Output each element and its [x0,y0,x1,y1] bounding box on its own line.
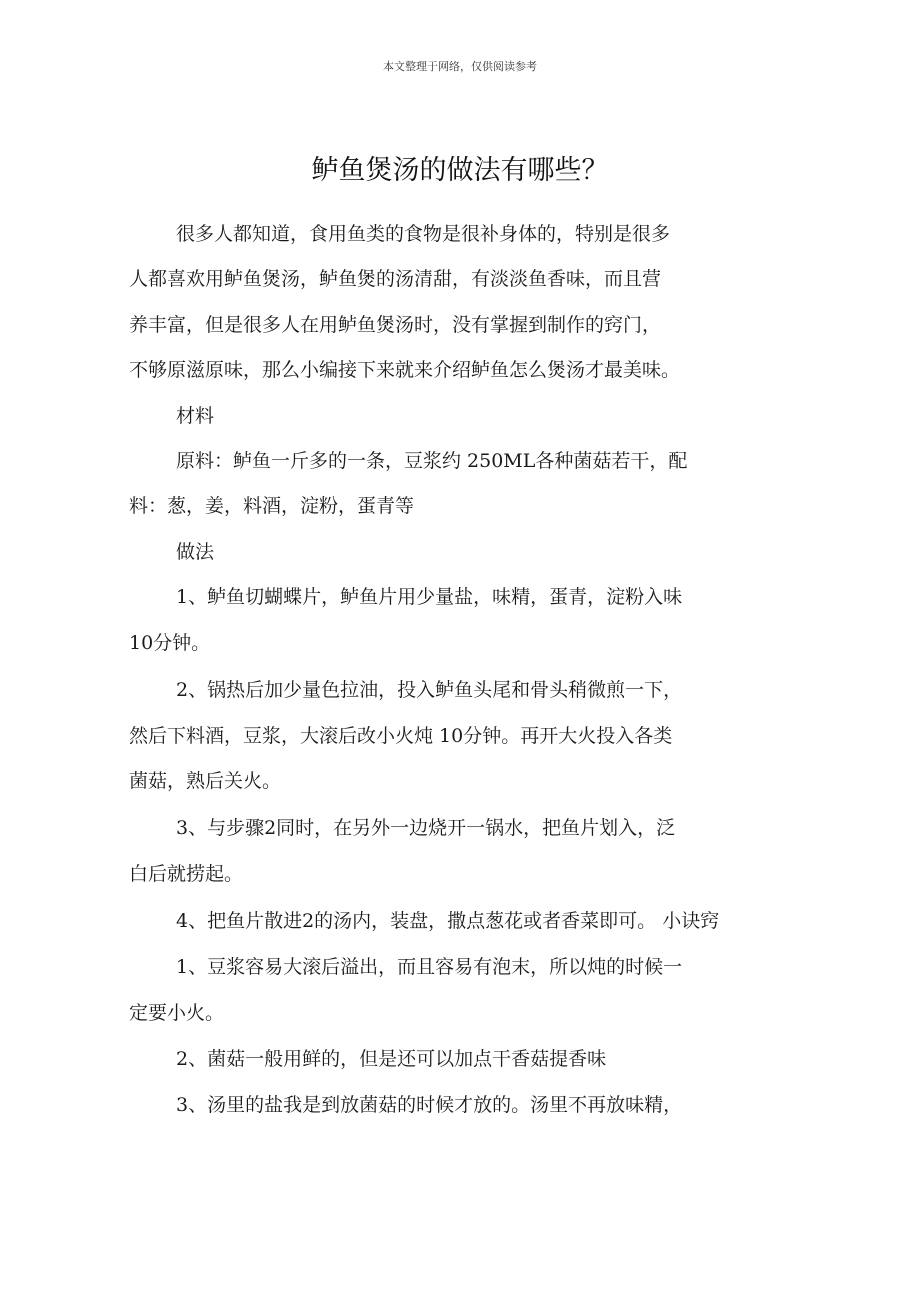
step-line: 白后就捞起。 [129,863,244,885]
paragraph-line: 料：葱，姜，料酒，淀粉，蛋青等 [129,495,415,517]
step-line: 2、锅热后加少量色拉油，投入鲈鱼头尾和骨头稍微煎一下， [176,679,683,701]
paragraph-line: 很多人都知道，食用鱼类的食物是很补身体的，特别是很多 [176,223,671,245]
section-heading-materials: 材料 [176,405,215,427]
tip-line: 3、汤里的盐我是到放菌菇的时候才放的。汤里不再放味精， [176,1094,683,1116]
tip-line: 2、菌菇一般用鲜的，但是还可以加点干香菇提香味 [176,1048,607,1070]
step-line: 菌菇，熟后关火。 [129,770,282,792]
section-heading-method: 做法 [176,541,215,563]
step-line: 10分钟。 [129,632,211,654]
paragraph-line: 人都喜欢用鲈鱼煲汤，鲈鱼煲的汤清甜，有淡淡鱼香味，而且营 [129,268,662,290]
step-line: 然后下料酒，豆浆，大滚后改小火炖 10分钟。再开大火投入各类 [129,725,673,747]
step-line: 4、把鱼片散进2的汤内，装盘，撒点葱花或者香菜即可。 小诀窍 [176,910,720,932]
tip-line: 1、豆浆容易大滚后溢出，而且容易有泡末，所以炖的时候一 [176,956,683,978]
page-title: 鲈鱼煲汤的做法有哪些？ [311,155,609,186]
step-line: 3、与步骤2同时，在另外一边烧开一锅水，把鱼片划入，泛 [176,817,676,839]
paragraph-line: 不够原滋原味，那么小编接下来就来介绍鲈鱼怎么煲汤才最美味。 [129,359,681,381]
paragraph-line: 原料：鲈鱼一斤多的一条，豆浆约 250ML各种菌菇若干，配 [176,450,688,472]
paragraph-line: 养丰富，但是很多人在用鲈鱼煲汤时，没有掌握到制作的窍门， [129,314,662,336]
tip-line: 定要小火。 [129,1002,225,1024]
step-line: 1、鲈鱼切蝴蝶片，鲈鱼片用少量盐，味精，蛋青，淀粉入味 [176,586,683,608]
header-note: 本文整理于网络，仅供阅读参考 [383,60,537,73]
